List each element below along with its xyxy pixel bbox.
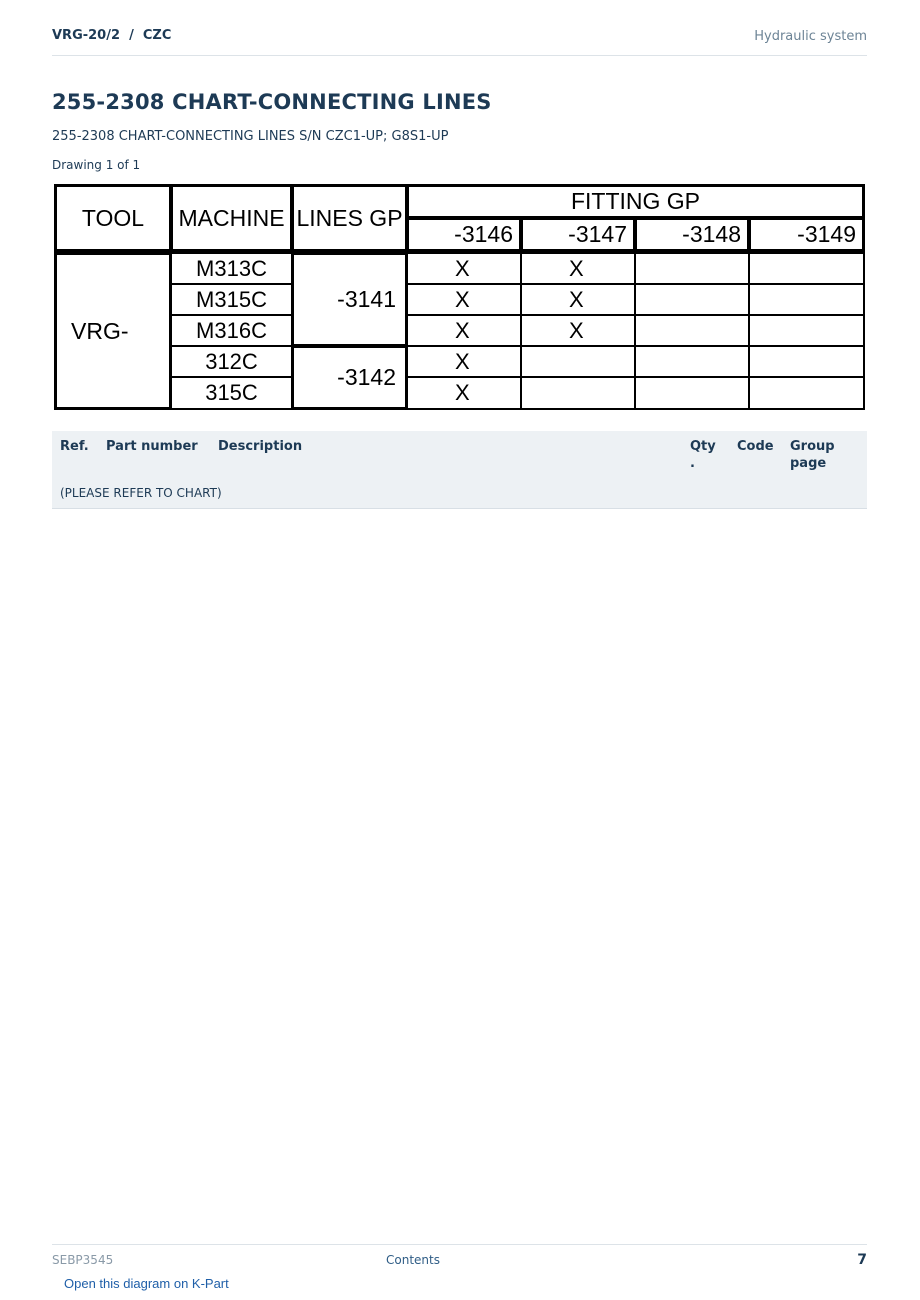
lines-group-cell: -3141 [291, 252, 408, 347]
page-header [52, 28, 867, 56]
part-number-column-header: Part number [106, 439, 198, 454]
parts-table [52, 431, 867, 509]
tool-cell: VRG- [54, 252, 172, 410]
fitting-mark-cell [748, 252, 865, 285]
machine-cell: M316C [170, 314, 293, 347]
fitting-mark-cell: X [520, 283, 636, 316]
fitting-column-header: -3148 [634, 217, 750, 252]
fitting-mark-cell [520, 345, 636, 378]
fitting-mark-cell [748, 345, 865, 378]
description-column-header: Description [218, 439, 303, 454]
machine-cell: 312C [170, 345, 293, 378]
group-page-column-header: Group page [790, 439, 835, 471]
fitting-mark-cell: X [520, 314, 636, 347]
fitting-mark-cell: X [406, 314, 522, 347]
fitting-mark-cell: X [520, 252, 636, 285]
model-label: VRG-20/2 / CZC [52, 28, 172, 43]
fitting-mark-cell [748, 283, 865, 316]
connecting-lines-chart [52, 182, 867, 411]
machine-cell: M313C [170, 252, 293, 285]
fitting-mark-cell [634, 252, 750, 285]
fitting-mark-cell [634, 376, 750, 410]
fitting-mark-cell: X [406, 283, 522, 316]
fitting-mark-cell [634, 345, 750, 378]
open-in-kpart-link[interactable]: Open this diagram on K-Part [64, 1276, 229, 1291]
fitting-column-header: -3147 [520, 217, 636, 252]
fitting-mark-cell: X [406, 252, 522, 285]
contents-link[interactable]: Contents [386, 1253, 440, 1267]
lines-group-cell: -3142 [291, 345, 408, 410]
fitting-mark-cell: X [406, 376, 522, 410]
machine-header: MACHINE [170, 184, 293, 252]
fitting-column-header: -3149 [748, 217, 865, 252]
document-number: SEBP3545 [52, 1253, 114, 1267]
fitting-column-header: -3146 [406, 217, 522, 252]
fitting-mark-cell [748, 376, 865, 410]
page-subtitle: 255-2308 CHART-CONNECTING LINES S/N CZC1-UP; G8S1-UP [52, 129, 449, 144]
machine-cell: 315C [170, 376, 293, 410]
tool-header: TOOL [54, 184, 172, 252]
page-footer [52, 1244, 867, 1271]
section-label: Hydraulic system [754, 29, 867, 44]
table-row: (PLEASE REFER TO CHART) [60, 486, 222, 500]
fitting-mark-cell [634, 314, 750, 347]
machine-cell: M315C [170, 283, 293, 316]
fitting-mark-cell [748, 314, 865, 347]
fitting-mark-cell [520, 376, 636, 410]
page-title: 255-2308 CHART-CONNECTING LINES [52, 90, 492, 114]
fitting-mark-cell [634, 283, 750, 316]
qty-column-header: Qty . [690, 439, 716, 471]
fitting-mark-cell: X [406, 345, 522, 378]
lines-gp-header: LINES GP [291, 184, 408, 252]
page-number: 7 [857, 1252, 867, 1268]
code-column-header: Code [737, 439, 774, 454]
drawing-label: Drawing 1 of 1 [52, 158, 141, 172]
fitting-gp-header: FITTING GP [406, 184, 865, 219]
ref-column-header: Ref. [60, 439, 89, 454]
